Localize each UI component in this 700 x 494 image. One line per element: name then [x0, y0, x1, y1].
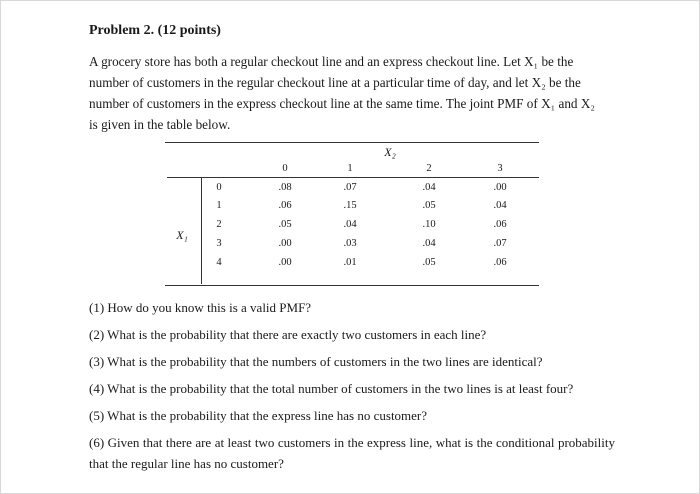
col-header: 0	[282, 163, 288, 174]
table-cell: .06	[278, 200, 292, 211]
question-item: (3) What is the probability that the numbers of customers in the two lines are identical?	[89, 354, 543, 369]
row-header: 0	[216, 182, 222, 193]
intro-line: is given in the table below.	[89, 117, 231, 132]
row-variable-label: X₁	[176, 228, 188, 242]
table-cell: .05	[422, 257, 436, 268]
col-header: 1	[347, 163, 353, 174]
row-header: 2	[216, 219, 222, 230]
table-cell: .01	[343, 257, 357, 268]
problem-intro	[89, 51, 615, 135]
col-variable-label: X₂	[384, 145, 396, 159]
table-cell: .06	[493, 257, 507, 268]
question-item: (1) How do you know this is a valid PMF?	[89, 300, 312, 315]
table-cell: .04	[343, 219, 357, 230]
question-item: (5) What is the probability that the express line has no customer?	[89, 408, 428, 423]
row-header: 1	[216, 200, 222, 211]
question-list	[89, 297, 615, 474]
intro-line: number of customers in the regular checkout line at a particular time of day, and let X₂ be the	[89, 75, 581, 90]
table-cell: .00	[278, 257, 292, 268]
table-cell: .07	[343, 182, 357, 193]
problem-title: Problem 2. (12 points)	[89, 23, 221, 38]
table-cell: .00	[493, 182, 507, 193]
row-header: 4	[216, 257, 222, 268]
table-cell: .08	[278, 182, 292, 193]
table-cell: .04	[493, 200, 507, 211]
table-header-rule	[167, 177, 539, 178]
col-header: 3	[497, 163, 503, 174]
intro-line: number of customers in the express checkout line at the same time. The joint PMF of X₁ and X₂	[89, 96, 595, 111]
table-bottom-rule	[165, 285, 539, 286]
table-cell: .06	[493, 219, 507, 230]
question-item: (6) Given that there are at least two customers in the express line, what is the conditional probability that the regular line has no customer?	[89, 435, 615, 471]
table-cell: .05	[278, 219, 292, 230]
table-cell: .03	[343, 238, 357, 249]
table-row-separator	[201, 178, 202, 284]
table-cell: .04	[422, 182, 436, 193]
table-cell: .07	[493, 238, 507, 249]
question-item: (2) What is the probability that there are exactly two customers in each line?	[89, 327, 487, 342]
table-cell: .04	[422, 238, 436, 249]
table-cell: .05	[422, 200, 436, 211]
row-header: 3	[216, 238, 222, 249]
question-item: (4) What is the probability that the total number of customers in the two lines is at least four?	[89, 381, 574, 396]
table-top-rule	[165, 142, 539, 143]
col-header: 2	[426, 163, 432, 174]
table-cell: .15	[343, 200, 357, 211]
table-cell: .00	[278, 238, 292, 249]
table-cell: .10	[422, 219, 436, 230]
intro-line: A grocery store has both a regular checkout line and an express checkout line. Let X₁ be the	[89, 54, 574, 69]
